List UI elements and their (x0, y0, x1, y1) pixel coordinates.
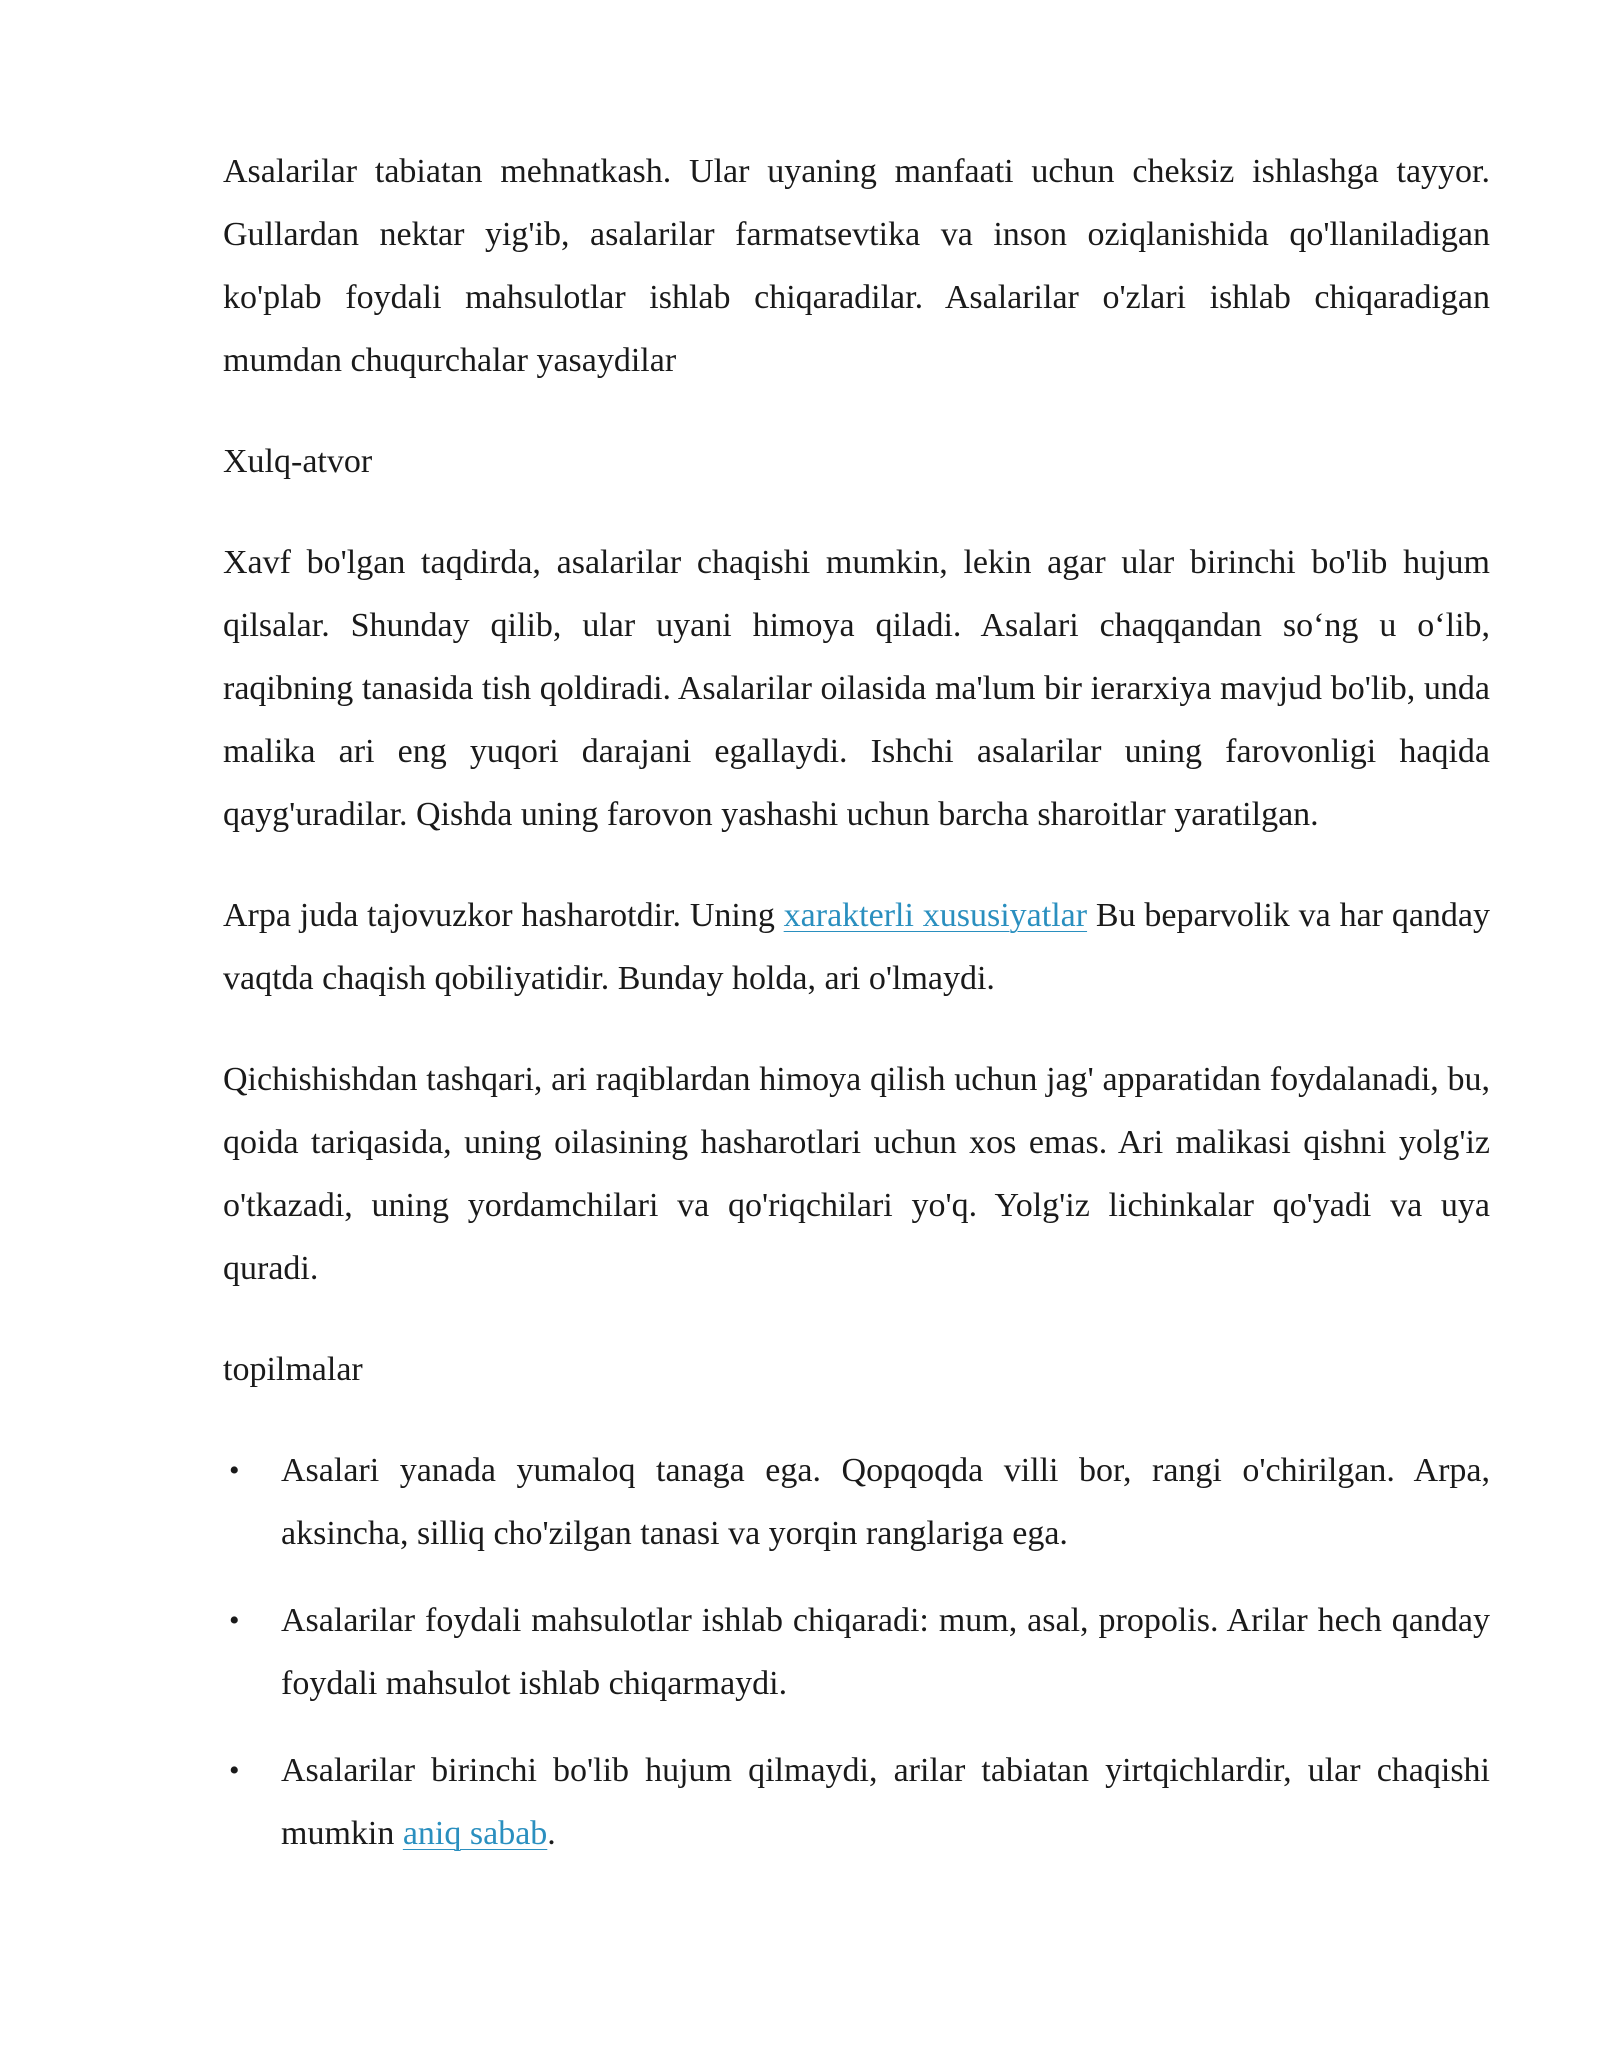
heading-findings: topilmalar (223, 1351, 363, 1388)
paragraph-defense: Xavf bo'lgan taqdirda, asalarilar chaqishi mumkin, lekin agar ular birinchi bo'lib hujum qilsalar. Shunday qilib, ular uyani himoya qiladi. Asalari chaqqandan so‘ng u o‘lib, raqibning tanasida tish qoldiradi. Asalarilar oilasida ma'lum bir ierarxiya mavjud bo'lib, unda malika ari eng yuqori darajani egallaydi. Ishchi asalarilar uning farovonligi haqida qayg'uradilar. Qishda uning farovon yashashi uchun barcha sharoitlar yaratilgan. (223, 544, 1490, 833)
link-characteristic-features[interactable]: xarakterli xususiyatlar (783, 897, 1088, 934)
link-specific-reason[interactable]: aniq sabab (402, 1815, 548, 1852)
paragraph-intro: Asalarilar tabiatan mehnatkash. Ular uyaning manfaati uchun cheksiz ishlashga tayyor. Gullardan nektar yig'ib, asalarilar farmatsevtika va inson oziqlanishida qo'llaniladigan ko'plab foydali mahsulotlar ishlab chiqaradilar. Asalarilar o'zlari ishlab chiqaradigan mumdan chuqurchalar yasaydilar (223, 153, 1490, 379)
bullet-icon: • (229, 1754, 240, 1787)
heading-behavior: Xulq-atvor (223, 443, 373, 480)
paragraph-wasp-text-end: Bu beparvolik va har qanday vaqtda chaqish qobiliyatidir. Bunday holda, ari o'lmaydi. (223, 897, 1490, 997)
list-item-text-start: Asalarilar birinchi bo'lib hujum qilmaydi, arilar tabiatan yirtqichlardir, ular chaqishi mumkin (281, 1752, 1490, 1852)
list-item-text-end: . (547, 1815, 556, 1852)
list-item (223, 1589, 1490, 1715)
list-item (223, 1739, 1490, 1865)
bullet-icon: • (229, 1604, 240, 1637)
bullet-icon: • (229, 1454, 240, 1487)
paragraph-wasp (223, 884, 1490, 1010)
paragraph-wasp-jaws: Qichishishdan tashqari, ari raqiblardan himoya qilish uchun jag' apparatidan foydalanadi, bu, qoida tariqasida, uning oilasining hasharotlari uchun xos emas. Ari malikasi qishni yolg'iz o'tkazadi, uning yordamchilari va qo'riqchilari yo'q. Yolg'iz lichinkalar qo'yadi va uya quradi. (223, 1061, 1490, 1287)
findings-list (223, 1439, 1490, 1865)
document-page (223, 140, 1490, 1865)
list-item-text: Asalari yanada yumaloq tanaga ega. Qopqoqda villi bor, rangi o'chirilgan. Arpa, aksincha, silliq cho'zilgan tanasi va yorqin ranglariga ega. (281, 1452, 1490, 1552)
list-item-text: Asalarilar foydali mahsulotlar ishlab chiqaradi: mum, asal, propolis. Arilar hech qanday foydali mahsulot ishlab chiqarmaydi. (281, 1602, 1490, 1702)
list-item (223, 1439, 1490, 1565)
paragraph-wasp-text-start: Arpa juda tajovuzkor hasharotdir. Uning (223, 897, 784, 934)
